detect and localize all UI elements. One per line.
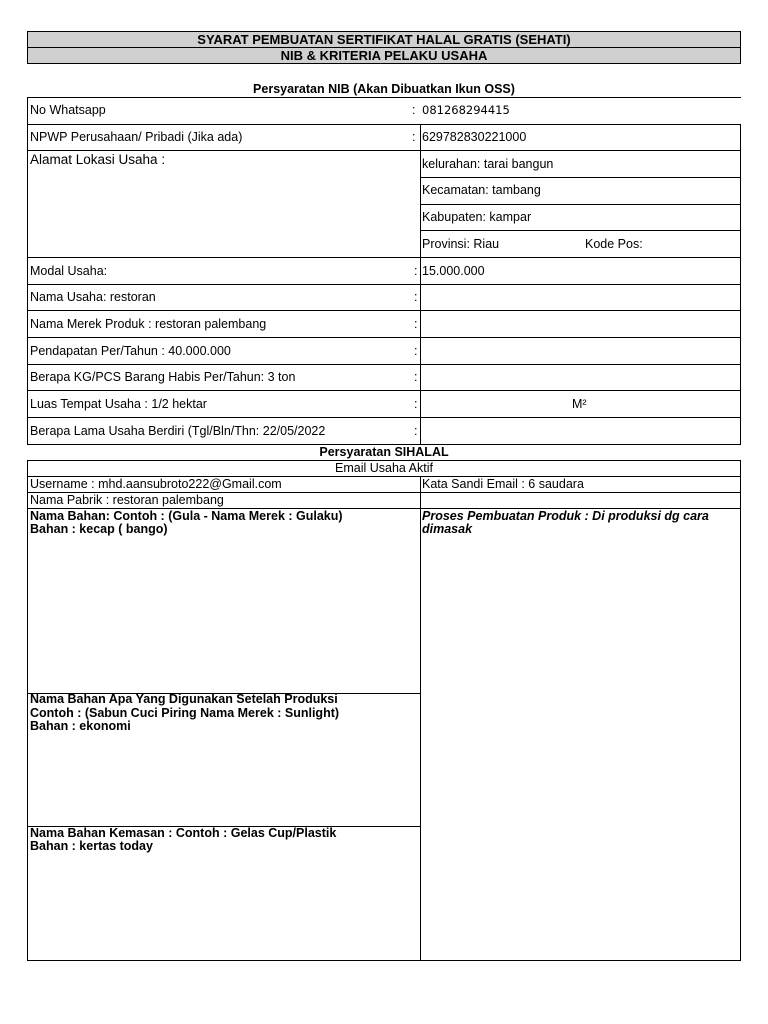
npwp-label: NPWP Perusahaan/ Pribadi (Jika ada) [30, 130, 243, 144]
username-value: Username : mhd.aansubroto222@Gmail.com [30, 477, 282, 491]
colon-4: : [414, 290, 418, 304]
kemasan-line-1: Nama Bahan Kemasan : Contoh : Gelas Cup/Plastik [30, 826, 337, 840]
kemasan-line-2: Bahan : kertas today [30, 839, 153, 853]
kode-pos-label: Kode Pos: [585, 237, 643, 251]
whatsapp-label: No Whatsapp [30, 103, 106, 117]
bahan-line-1: Nama Bahan: Contoh : (Gula - Nama Merek : Gulaku) [30, 509, 343, 523]
barang-habis: Berapa KG/PCS Barang Habis Per/Tahun: 3 ton [30, 370, 296, 384]
modal-value: 15.000.000 [422, 264, 485, 278]
alamat-label: Alamat Lokasi Usaha : [30, 152, 166, 167]
luas-tempat: Luas Tempat Usaha : 1/2 hektar [30, 397, 207, 411]
nama-pabrik: Nama Pabrik : restoran palembang [30, 493, 224, 507]
nama-merek: Nama Merek Produk : restoran palembang [30, 317, 267, 331]
nib-section-title: Persyaratan NIB (Akan Dibuatkan Ikun OSS) [253, 82, 515, 96]
nama-usaha: Nama Usaha: restoran [30, 290, 156, 304]
bahan-setelah-line-3: Bahan : ekonomi [30, 719, 131, 733]
kata-sandi-value: Kata Sandi Email : 6 saudara [422, 477, 584, 491]
colon-6: : [414, 344, 418, 358]
modal-label: Modal Usaha: [30, 264, 108, 278]
npwp-value: 629782830221000 [422, 130, 527, 144]
provinsi-value: Provinsi: Riau [422, 237, 500, 251]
bahan-setelah-line-2: Contoh : (Sabun Cuci Piring Nama Merek : Sunlight) [30, 706, 340, 720]
colon-9: : [414, 424, 418, 438]
kecamatan-value: Kecamatan: tambang [422, 183, 541, 197]
kabupaten-value: Kabupaten: kampar [422, 210, 532, 224]
luas-unit: M² [572, 397, 587, 411]
form-subtitle: NIB & KRITERIA PELAKU USAHA [27, 47, 741, 64]
form-title: SYARAT PEMBUATAN SERTIFIKAT HALAL GRATIS (SEHATI) [27, 31, 741, 48]
whatsapp-value: 081268294415 [422, 103, 510, 117]
lama-usaha: Berapa Lama Usaha Berdiri (Tgl/Bln/Thn: 22/05/2022 [30, 424, 326, 438]
colon-1: : [412, 103, 416, 117]
proses-line-2: dimasak [422, 522, 473, 536]
colon-5: : [414, 317, 418, 331]
colon-8: : [414, 397, 418, 411]
colon-2: : [412, 130, 416, 144]
kelurahan-value: kelurahan: tarai bangun [422, 157, 554, 171]
email-header: Email Usaha Aktif [335, 461, 433, 475]
bahan-setelah-line-1: Nama Bahan Apa Yang Digunakan Setelah Produksi [30, 692, 338, 706]
colon-3: : [414, 264, 418, 278]
bahan-line-2: Bahan : kecap ( bango) [30, 522, 168, 536]
pendapatan: Pendapatan Per/Tahun : 40.000.000 [30, 344, 231, 358]
sihalal-section-title: Persyaratan SIHALAL [319, 445, 449, 459]
colon-7: : [414, 370, 418, 384]
proses-line-1: Proses Pembuatan Produk : Di produksi dg cara [422, 509, 709, 523]
